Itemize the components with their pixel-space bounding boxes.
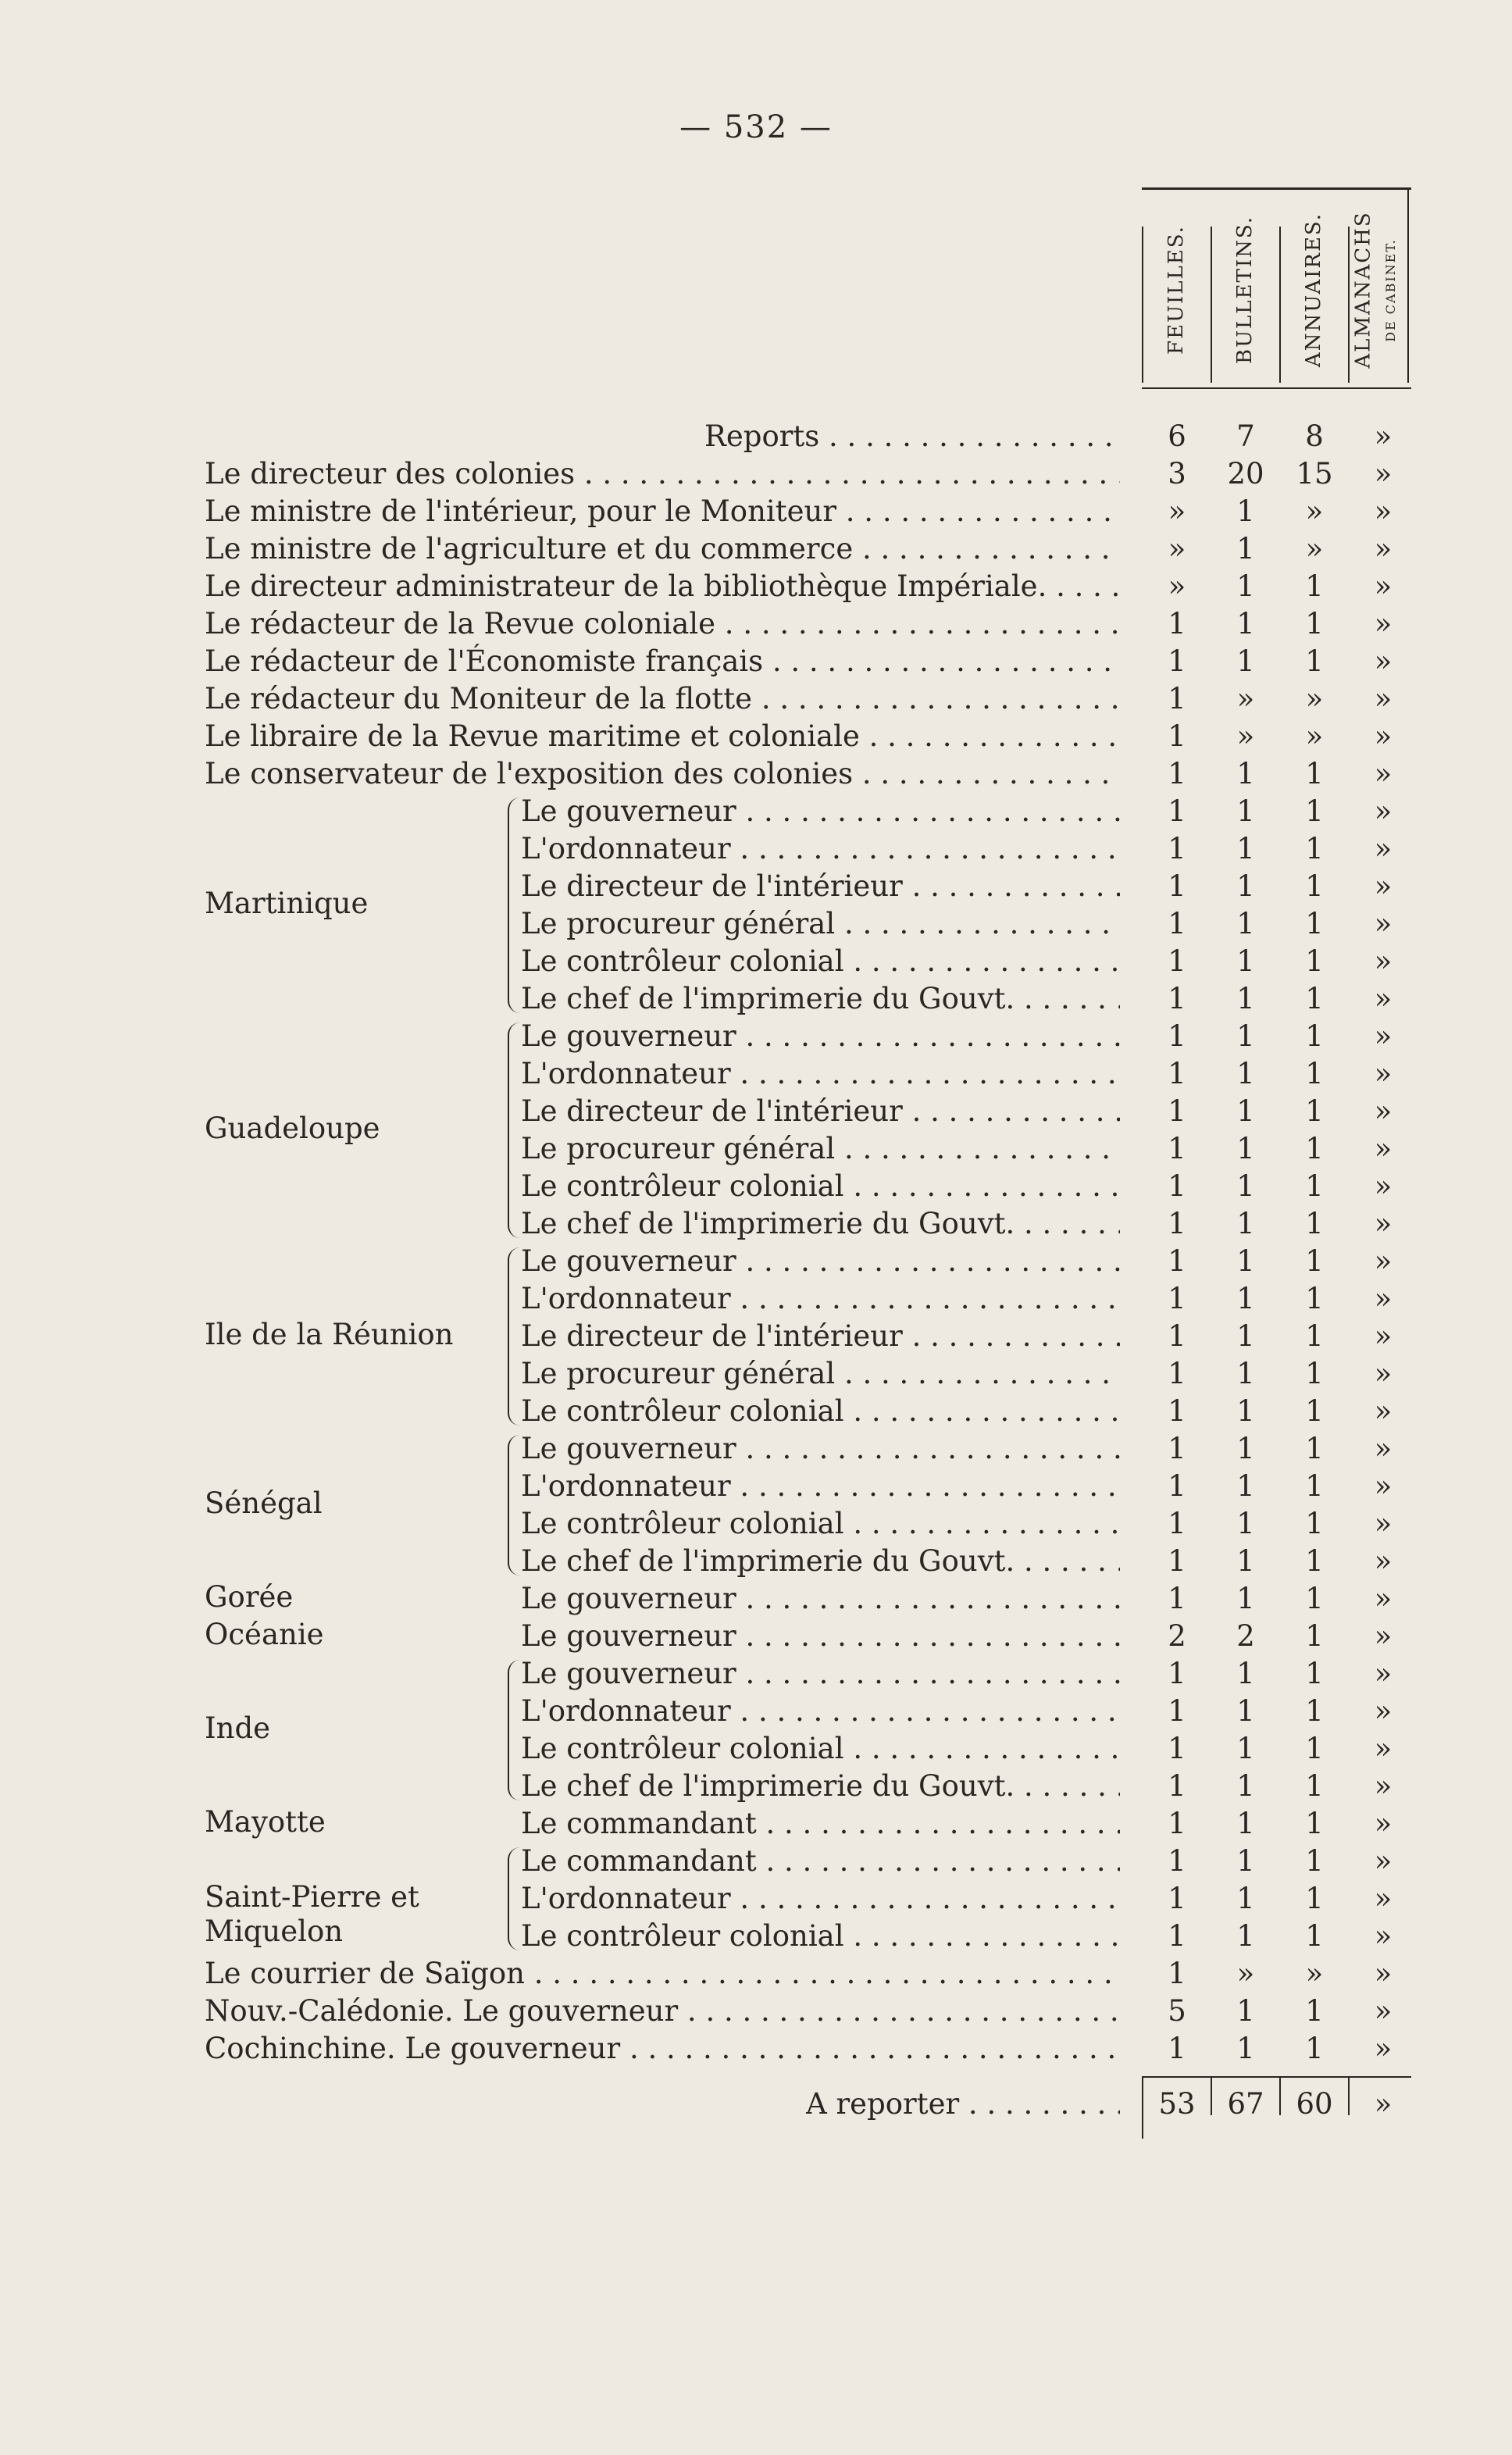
cell-value: 1: [1236, 1244, 1255, 1278]
cell-value: 1: [1305, 1019, 1324, 1053]
group-brace: [508, 1847, 520, 1950]
cell-value: 1: [1168, 907, 1186, 940]
group-brace: [508, 798, 520, 1013]
cell-value: 1: [1168, 1694, 1186, 1728]
page-number: — 532 —: [679, 109, 833, 145]
cell-value: 1: [1168, 832, 1186, 865]
cell-value: 1: [1168, 607, 1186, 641]
group-row: L'ordonnateur . . .: [521, 1055, 1120, 1093]
cell-value: »: [1374, 1469, 1393, 1503]
cell-value: 1: [1236, 1432, 1255, 1465]
cell-value: »: [1374, 944, 1393, 978]
cell-value: 1: [1236, 532, 1255, 566]
cell-value: 1: [1236, 1694, 1255, 1728]
cell-value: »: [1374, 644, 1393, 678]
cell-value: 1: [1305, 907, 1324, 940]
cell-value: 1: [1168, 1357, 1186, 1390]
cell-value: 1: [1168, 1019, 1186, 1053]
cell-value: »: [1374, 757, 1393, 790]
group-row: Le contrôleur colonial . . .: [521, 943, 1120, 980]
cell-value: 3: [1168, 457, 1186, 491]
header-top-rule: [1142, 187, 1411, 190]
cell-value: 1: [1305, 1544, 1324, 1578]
group-row: Le gouverneur . . .: [521, 1243, 1120, 1280]
cell-value: »: [1374, 832, 1393, 865]
cell-value: 1: [1236, 1132, 1255, 1165]
cell-value: 1: [1236, 644, 1255, 678]
cell-value: 1: [1305, 794, 1324, 828]
cell-value: 1: [1168, 1132, 1186, 1165]
cell-value: 1: [1168, 1732, 1186, 1765]
group-row: Le chef de l'imprimerie du Gouvt. . . .: [521, 1205, 1120, 1243]
group-row: Le gouverneur . . .: [521, 1618, 1120, 1655]
cell-value: 1: [1305, 1732, 1324, 1765]
cell-value: 1: [1168, 644, 1186, 678]
cell-value: »: [1305, 532, 1324, 566]
cell-value: »: [1305, 682, 1324, 715]
cell-value: 1: [1168, 1469, 1186, 1503]
cell-value: 1: [1236, 757, 1255, 790]
cell-value: »: [1374, 1957, 1393, 1990]
cell-value: 1: [1305, 644, 1324, 678]
table-row: Le libraire de la Revue maritime et coloniale . . .: [205, 718, 1120, 755]
group-row: Le contrôleur colonial . . .: [521, 1918, 1120, 1955]
cell-value: »: [1168, 494, 1186, 528]
group-row: L'ordonnateur . . .: [521, 1468, 1120, 1505]
group-row: Le gouverneur . . .: [521, 1430, 1120, 1468]
cell-value: 8: [1305, 419, 1324, 453]
group-row: L'ordonnateur . . .: [521, 830, 1120, 868]
cell-value: »: [1305, 1957, 1324, 1990]
cell-value: 60: [1296, 2087, 1333, 2121]
group-row: Le contrôleur colonial . . .: [521, 1730, 1120, 1768]
cell-value: »: [1374, 1769, 1393, 1803]
cell-value: »: [1374, 1057, 1393, 1090]
cell-value: 1: [1168, 869, 1186, 903]
cell-value: »: [1374, 1507, 1393, 1540]
cell-value: »: [1374, 1207, 1393, 1240]
cell-value: 1: [1168, 1507, 1186, 1540]
col-rule: [1279, 227, 1281, 383]
cell-value: »: [1236, 682, 1255, 715]
cell-value: 1: [1168, 1957, 1186, 1990]
cell-value: »: [1374, 869, 1393, 903]
cell-value: »: [1374, 907, 1393, 940]
cell-value: »: [1236, 1957, 1255, 1990]
table-row: Le rédacteur du Moniteur de la flotte . . .: [205, 680, 1120, 718]
cell-value: 1: [1168, 1844, 1186, 1878]
cell-value: »: [1374, 1319, 1393, 1353]
cell-value: 5: [1168, 1994, 1186, 2028]
cell-value: 1: [1236, 1844, 1255, 1878]
cell-value: »: [1374, 1019, 1393, 1053]
cell-value: 1: [1305, 944, 1324, 978]
cell-value: 6: [1168, 419, 1186, 453]
group-name: Inde: [205, 1711, 271, 1745]
group-row: Le procureur général . . .: [521, 1130, 1120, 1168]
cell-value: »: [1374, 719, 1393, 753]
cell-value: »: [1374, 1619, 1393, 1653]
cell-value: 1: [1236, 1019, 1255, 1053]
cell-value: 1: [1236, 2032, 1255, 2065]
cell-value: »: [1374, 1094, 1393, 1128]
cell-value: »: [1374, 1694, 1393, 1728]
cell-value: 1: [1168, 1882, 1186, 1915]
table-row: Nouv.-Calédonie. Le gouverneur . . .: [205, 1993, 1120, 2030]
group-row: Le gouverneur . . .: [521, 1580, 1120, 1618]
cell-value: 1: [1305, 1769, 1324, 1803]
cell-value: 1: [1236, 1094, 1255, 1128]
cell-value: »: [1374, 1994, 1393, 2028]
group-name: Océanie: [205, 1618, 324, 1651]
cell-value: 1: [1168, 1807, 1186, 1840]
cell-value: 1: [1168, 1657, 1186, 1690]
cell-value: »: [1374, 494, 1393, 528]
cell-value: 1: [1305, 1882, 1324, 1915]
group-row: Le gouverneur . . .: [521, 1018, 1120, 1055]
cell-value: 1: [1236, 944, 1255, 978]
cell-value: 1: [1168, 982, 1186, 1015]
cell-value: »: [1374, 1657, 1393, 1690]
cell-value: 7: [1236, 419, 1255, 453]
cell-value: 1: [1305, 1994, 1324, 2028]
table-row: Le directeur des colonies . . .: [205, 455, 1120, 493]
cell-value: 1: [1305, 869, 1324, 903]
cell-value: 1: [1168, 1544, 1186, 1578]
cell-value: 1: [1168, 1169, 1186, 1203]
cell-value: »: [1374, 1132, 1393, 1165]
cell-value: »: [1374, 607, 1393, 641]
cell-value: 2: [1236, 1619, 1255, 1653]
col-rule: [1142, 2076, 1143, 2139]
col-rule: [1211, 227, 1212, 383]
cell-value: 1: [1305, 1919, 1324, 1953]
table-row: Cochinchine. Le gouverneur . . .: [205, 2030, 1120, 2068]
cell-value: 1: [1305, 569, 1324, 603]
group-row: Le contrôleur colonial . . .: [521, 1393, 1120, 1430]
group-row: Le contrôleur colonial . . .: [521, 1168, 1120, 1205]
header-annuaires: ANNUAIRES.: [1302, 212, 1326, 368]
cell-value: 1: [1236, 1394, 1255, 1428]
group-name: Ile de la Réunion: [205, 1318, 454, 1351]
cell-value: 20: [1227, 457, 1264, 491]
cell-value: 1: [1305, 1132, 1324, 1165]
cell-value: 1: [1168, 1094, 1186, 1128]
cell-value: 1: [1236, 907, 1255, 940]
header-feuilles: FEUILLES.: [1164, 225, 1188, 355]
cell-value: 1: [1305, 1282, 1324, 1315]
cell-value: 1: [1236, 1469, 1255, 1503]
cell-value: »: [1374, 419, 1393, 453]
group-brace: [508, 1022, 520, 1238]
carry-row: A reporter . . .: [806, 2086, 1120, 2123]
cell-value: 1: [1236, 1169, 1255, 1203]
cell-value: »: [1374, 1919, 1393, 1953]
cell-value: 1: [1236, 869, 1255, 903]
cell-value: 1: [1168, 1207, 1186, 1240]
cell-value: 1: [1305, 1507, 1324, 1540]
cell-value: 1: [1236, 1807, 1255, 1840]
cell-value: »: [1374, 1732, 1393, 1765]
cell-value: 1: [1236, 1282, 1255, 1315]
cell-value: »: [1374, 1544, 1393, 1578]
cell-value: »: [1168, 532, 1186, 566]
group-row: Le procureur général . . .: [521, 905, 1120, 943]
cell-value: 1: [1168, 682, 1186, 715]
cell-value: »: [1374, 794, 1393, 828]
cell-value: 1: [1305, 1357, 1324, 1390]
cell-value: »: [1374, 1282, 1393, 1315]
group-row: Le directeur de l'intérieur . . .: [521, 1318, 1120, 1355]
cell-value: »: [1374, 982, 1393, 1015]
cell-value: 1: [1236, 1657, 1255, 1690]
cell-value: »: [1374, 1394, 1393, 1428]
cell-value: 1: [1305, 1807, 1324, 1840]
cell-value: »: [1374, 1357, 1393, 1390]
cell-value: 1: [1305, 1582, 1324, 1615]
cell-value: 1: [1236, 794, 1255, 828]
cell-value: 1: [1168, 1394, 1186, 1428]
group-brace: [508, 1435, 520, 1575]
cell-value: 1: [1236, 1769, 1255, 1803]
header-bottom-rule: [1142, 387, 1411, 389]
cell-value: »: [1374, 457, 1393, 491]
cell-value: »: [1168, 569, 1186, 603]
group-name: Guadeloupe: [205, 1112, 380, 1145]
cell-value: »: [1374, 1882, 1393, 1915]
cell-value: 1: [1305, 1094, 1324, 1128]
group-name: Gorée: [205, 1580, 294, 1614]
cell-value: 1: [1168, 1432, 1186, 1465]
cell-value: »: [1374, 2032, 1393, 2065]
cell-value: 1: [1305, 1469, 1324, 1503]
group-row: Le chef de l'imprimerie du Gouvt. . . .: [521, 980, 1120, 1018]
cell-value: 1: [1168, 1282, 1186, 1315]
table-row: Le ministre de l'agriculture et du commerce . . .: [205, 530, 1120, 568]
col-rule: [1142, 227, 1143, 383]
cell-value: 1: [1305, 607, 1324, 641]
reports-row: Reports . . .: [704, 418, 1120, 455]
cell-value: 2: [1168, 1619, 1186, 1653]
cell-value: 1: [1236, 1994, 1255, 2028]
cell-value: 1: [1236, 1919, 1255, 1953]
group-row: Le gouverneur . . .: [521, 1655, 1120, 1693]
header-almanachs: ALMANACHS: [1352, 211, 1376, 369]
cell-value: 1: [1168, 719, 1186, 753]
group-row: Le chef de l'imprimerie du Gouvt. . . .: [521, 1768, 1120, 1805]
cell-value: 1: [1168, 1582, 1186, 1615]
cell-value: 1: [1168, 1244, 1186, 1278]
group-row: Le chef de l'imprimerie du Gouvt. . . .: [521, 1543, 1120, 1580]
cell-value: 1: [1305, 1657, 1324, 1690]
cell-value: 1: [1305, 1694, 1324, 1728]
cell-value: 1: [1305, 982, 1324, 1015]
cell-value: »: [1305, 494, 1324, 528]
cell-value: 1: [1236, 1357, 1255, 1390]
group-brace: [508, 1247, 520, 1426]
cell-value: 1: [1168, 757, 1186, 790]
distribution-table: [205, 187, 1407, 2132]
col-rule: [1407, 187, 1409, 383]
cell-value: 1: [1168, 794, 1186, 828]
cell-value: 1: [1305, 1394, 1324, 1428]
group-row: Le directeur de l'intérieur . . .: [521, 868, 1120, 905]
total-rule: [1142, 2076, 1411, 2078]
cell-value: 1: [1168, 1919, 1186, 1953]
table-row: Le courrier de Saïgon . . .: [205, 1955, 1120, 1993]
cell-value: 1: [1236, 607, 1255, 641]
cell-value: 1: [1236, 1882, 1255, 1915]
cell-value: 1: [1168, 1769, 1186, 1803]
cell-value: 1: [1236, 1207, 1255, 1240]
cell-value: 1: [1168, 1057, 1186, 1090]
group-row: L'ordonnateur . . .: [521, 1280, 1120, 1318]
cell-value: 1: [1305, 1207, 1324, 1240]
cell-value: 67: [1227, 2087, 1264, 2121]
cell-value: »: [1374, 569, 1393, 603]
cell-value: »: [1374, 682, 1393, 715]
col-rule: [1279, 2076, 1281, 2115]
cell-value: 1: [1305, 1432, 1324, 1465]
group-row: Le gouverneur . . .: [521, 793, 1120, 830]
group-row: L'ordonnateur . . .: [521, 1693, 1120, 1730]
cell-value: 1: [1236, 1544, 1255, 1578]
col-rule: [1211, 2076, 1212, 2115]
cell-value: »: [1236, 719, 1255, 753]
cell-value: 1: [1236, 1732, 1255, 1765]
group-row: Le contrôleur colonial . . .: [521, 1505, 1120, 1543]
group-name: Saint-Pierre et Miquelon: [205, 1880, 419, 1948]
cell-value: »: [1374, 1844, 1393, 1878]
cell-value: »: [1374, 532, 1393, 566]
cell-value: 1: [1236, 982, 1255, 1015]
table-row: Le directeur administrateur de la bibliothèque Impériale. . . .: [205, 568, 1120, 605]
table-row: Le rédacteur de la Revue coloniale . . .: [205, 605, 1120, 643]
cell-value: 1: [1236, 1582, 1255, 1615]
cell-value: 1: [1236, 1319, 1255, 1353]
group-name: Sénégal: [205, 1486, 323, 1520]
col-rule: [1348, 2076, 1350, 2115]
cell-value: 1: [1168, 2032, 1186, 2065]
cell-value: »: [1374, 1432, 1393, 1465]
cell-value: »: [1374, 1807, 1393, 1840]
cell-value: 1: [1168, 1319, 1186, 1353]
cell-value: 1: [1305, 757, 1324, 790]
group-row: Le commandant . . .: [521, 1805, 1120, 1843]
group-name: Martinique: [205, 887, 369, 920]
group-row: Le directeur de l'intérieur . . .: [521, 1093, 1120, 1130]
header-bulletins: BULLETINS.: [1233, 215, 1257, 365]
header-de-cabinet: DE CABINET.: [1382, 237, 1398, 342]
table-row: Le conservateur de l'exposition des colonies . . .: [205, 755, 1120, 793]
cell-value: 1: [1168, 944, 1186, 978]
cell-value: 15: [1296, 457, 1333, 491]
group-name: Mayotte: [205, 1805, 326, 1839]
cell-value: 1: [1236, 1507, 1255, 1540]
cell-value: »: [1374, 1244, 1393, 1278]
cell-value: 1: [1236, 494, 1255, 528]
cell-value: 1: [1305, 832, 1324, 865]
cell-value: 1: [1236, 832, 1255, 865]
cell-value: 1: [1305, 1619, 1324, 1653]
group-row: L'ordonnateur . . .: [521, 1880, 1120, 1918]
cell-value: 53: [1158, 2087, 1196, 2121]
table-row: Le ministre de l'intérieur, pour le Moniteur . . .: [205, 493, 1120, 530]
cell-value: 1: [1236, 1057, 1255, 1090]
table-row: Le rédacteur de l'Économiste français . . .: [205, 643, 1120, 680]
cell-value: 1: [1305, 1057, 1324, 1090]
cell-value: »: [1374, 1169, 1393, 1203]
cell-value: 1: [1305, 1319, 1324, 1353]
cell-value: »: [1374, 2087, 1393, 2121]
group-brace: [508, 1660, 520, 1800]
cell-value: 1: [1236, 569, 1255, 603]
cell-value: 1: [1305, 1844, 1324, 1878]
cell-value: 1: [1305, 2032, 1324, 2065]
cell-value: »: [1305, 719, 1324, 753]
cell-value: »: [1374, 1582, 1393, 1615]
cell-value: 1: [1305, 1244, 1324, 1278]
cell-value: 1: [1305, 1169, 1324, 1203]
group-row: Le procureur général . . .: [521, 1355, 1120, 1393]
group-row: Le commandant . . .: [521, 1843, 1120, 1880]
